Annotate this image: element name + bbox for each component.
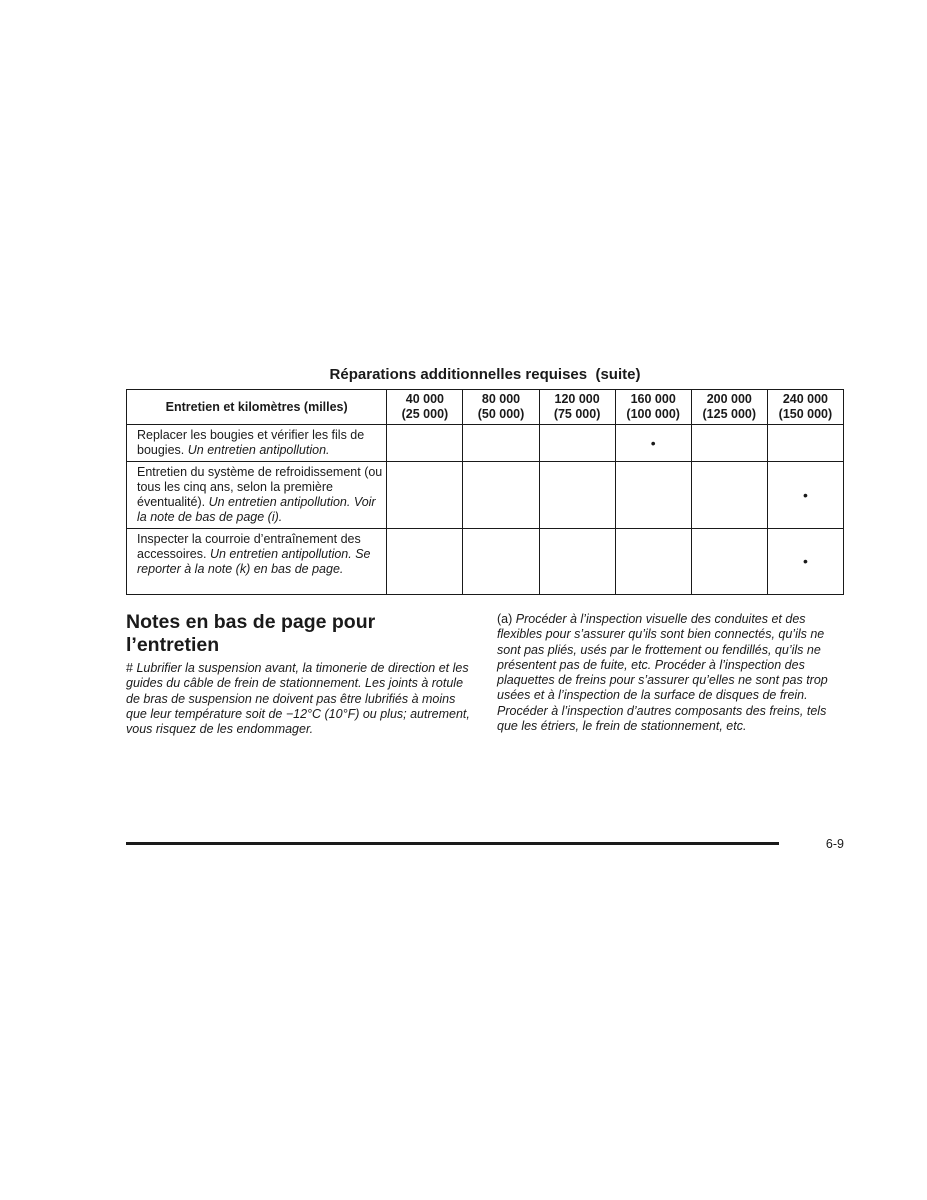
interval-cell	[463, 461, 539, 528]
interval-cell	[387, 425, 463, 462]
footnote-text: Procéder à l’inspection visuelle des conduites et des flexibles pour s’assurer qu’ils sont bien connectés, qu’ils ne sont pas pliés, usés par le frottement ou fendillés, qu’ils ne présentent pas de fuite, etc. Procéder à l’inspection des plaquettes de freins pour s’assurer qu’elles ne sont pas trop usées et à l’inspection de la surface de disques de frein. Procéder à l’inspection d’autres composants des freins, tels que les étriers, le frein de stationnement, etc.	[497, 612, 828, 734]
interval-cell	[539, 461, 615, 528]
interval-cell: •	[767, 461, 843, 528]
header-interval-3	[539, 390, 615, 425]
header-interval-6	[767, 390, 843, 425]
row-note: Un entretien antipollution. Se reporter à la note (k) en bas de page.	[137, 547, 371, 577]
footer-rule	[126, 842, 779, 845]
header-service-label: Entretien et kilomètres (milles)	[127, 390, 387, 425]
row-text: Inspecter la courroie d’entraînement des accessoires.	[137, 531, 361, 562]
maintenance-table	[126, 389, 844, 595]
interval-cell	[691, 461, 767, 528]
interval-km: 200 000	[706, 392, 752, 406]
interval-cell	[539, 425, 615, 462]
footnote-a	[497, 612, 844, 734]
row-description	[127, 528, 387, 594]
header-interval-4	[615, 390, 691, 425]
table-header-row	[127, 390, 844, 425]
interval-cell	[387, 461, 463, 528]
interval-km: 240 000	[782, 392, 828, 406]
interval-miles: (125 000)	[702, 407, 757, 421]
row-text: Entretien du système de refroidissement (ou tous les cinq ans, selon la première éventualité).	[137, 464, 383, 510]
interval-miles: (150 000)	[778, 407, 833, 421]
interval-cell	[463, 425, 539, 462]
header-interval-2	[463, 390, 539, 425]
page-number: 6-9	[825, 837, 844, 851]
interval-cell	[539, 528, 615, 594]
table-title: Réparations additionnelles requises (suite)	[329, 366, 641, 383]
footnote-hash	[126, 661, 471, 737]
row-text: Replacer les bougies et vérifier les fils de bougies.	[137, 428, 365, 458]
row-description	[127, 461, 387, 528]
notes-heading: Notes en bas de page pour l’entretien	[126, 611, 376, 656]
interval-km: 160 000	[630, 392, 676, 406]
header-interval-5	[691, 390, 767, 425]
header-interval-1	[387, 390, 463, 425]
interval-cell	[387, 528, 463, 594]
interval-km: 120 000	[554, 392, 600, 406]
row-note: Un entretien antipollution. Voir la note de bas de page (i).	[137, 495, 376, 525]
footnote-marker: #	[126, 661, 133, 675]
footnote-marker: (a)	[497, 612, 513, 626]
table-row	[127, 528, 844, 594]
interval-miles: (25 000)	[401, 407, 449, 421]
interval-km: 80 000	[481, 392, 521, 406]
interval-cell	[691, 528, 767, 594]
row-description	[127, 425, 387, 462]
interval-miles: (75 000)	[553, 407, 601, 421]
interval-cell	[463, 528, 539, 594]
interval-miles: (50 000)	[477, 407, 525, 421]
interval-cell	[615, 528, 691, 594]
table-row	[127, 461, 844, 528]
interval-cell	[691, 425, 767, 462]
interval-cell	[615, 461, 691, 528]
interval-miles: (100 000)	[626, 407, 680, 421]
interval-cell: •	[615, 425, 691, 462]
footnote-text: Lubrifier la suspension avant, la timonerie de direction et les guides du câble de frein de stationnement. Les joints à rotule de bras de suspension ne doivent pas être lubrifiés à moins que leur température soit de −12°C (10°F) ou plus; autrement, vous risquez de les endommager.	[126, 661, 470, 737]
row-note: Un entretien antipollution.	[187, 443, 330, 458]
table-row	[127, 425, 844, 462]
interval-cell: •	[767, 528, 843, 594]
interval-km: 40 000	[405, 392, 445, 406]
interval-cell	[767, 425, 843, 462]
